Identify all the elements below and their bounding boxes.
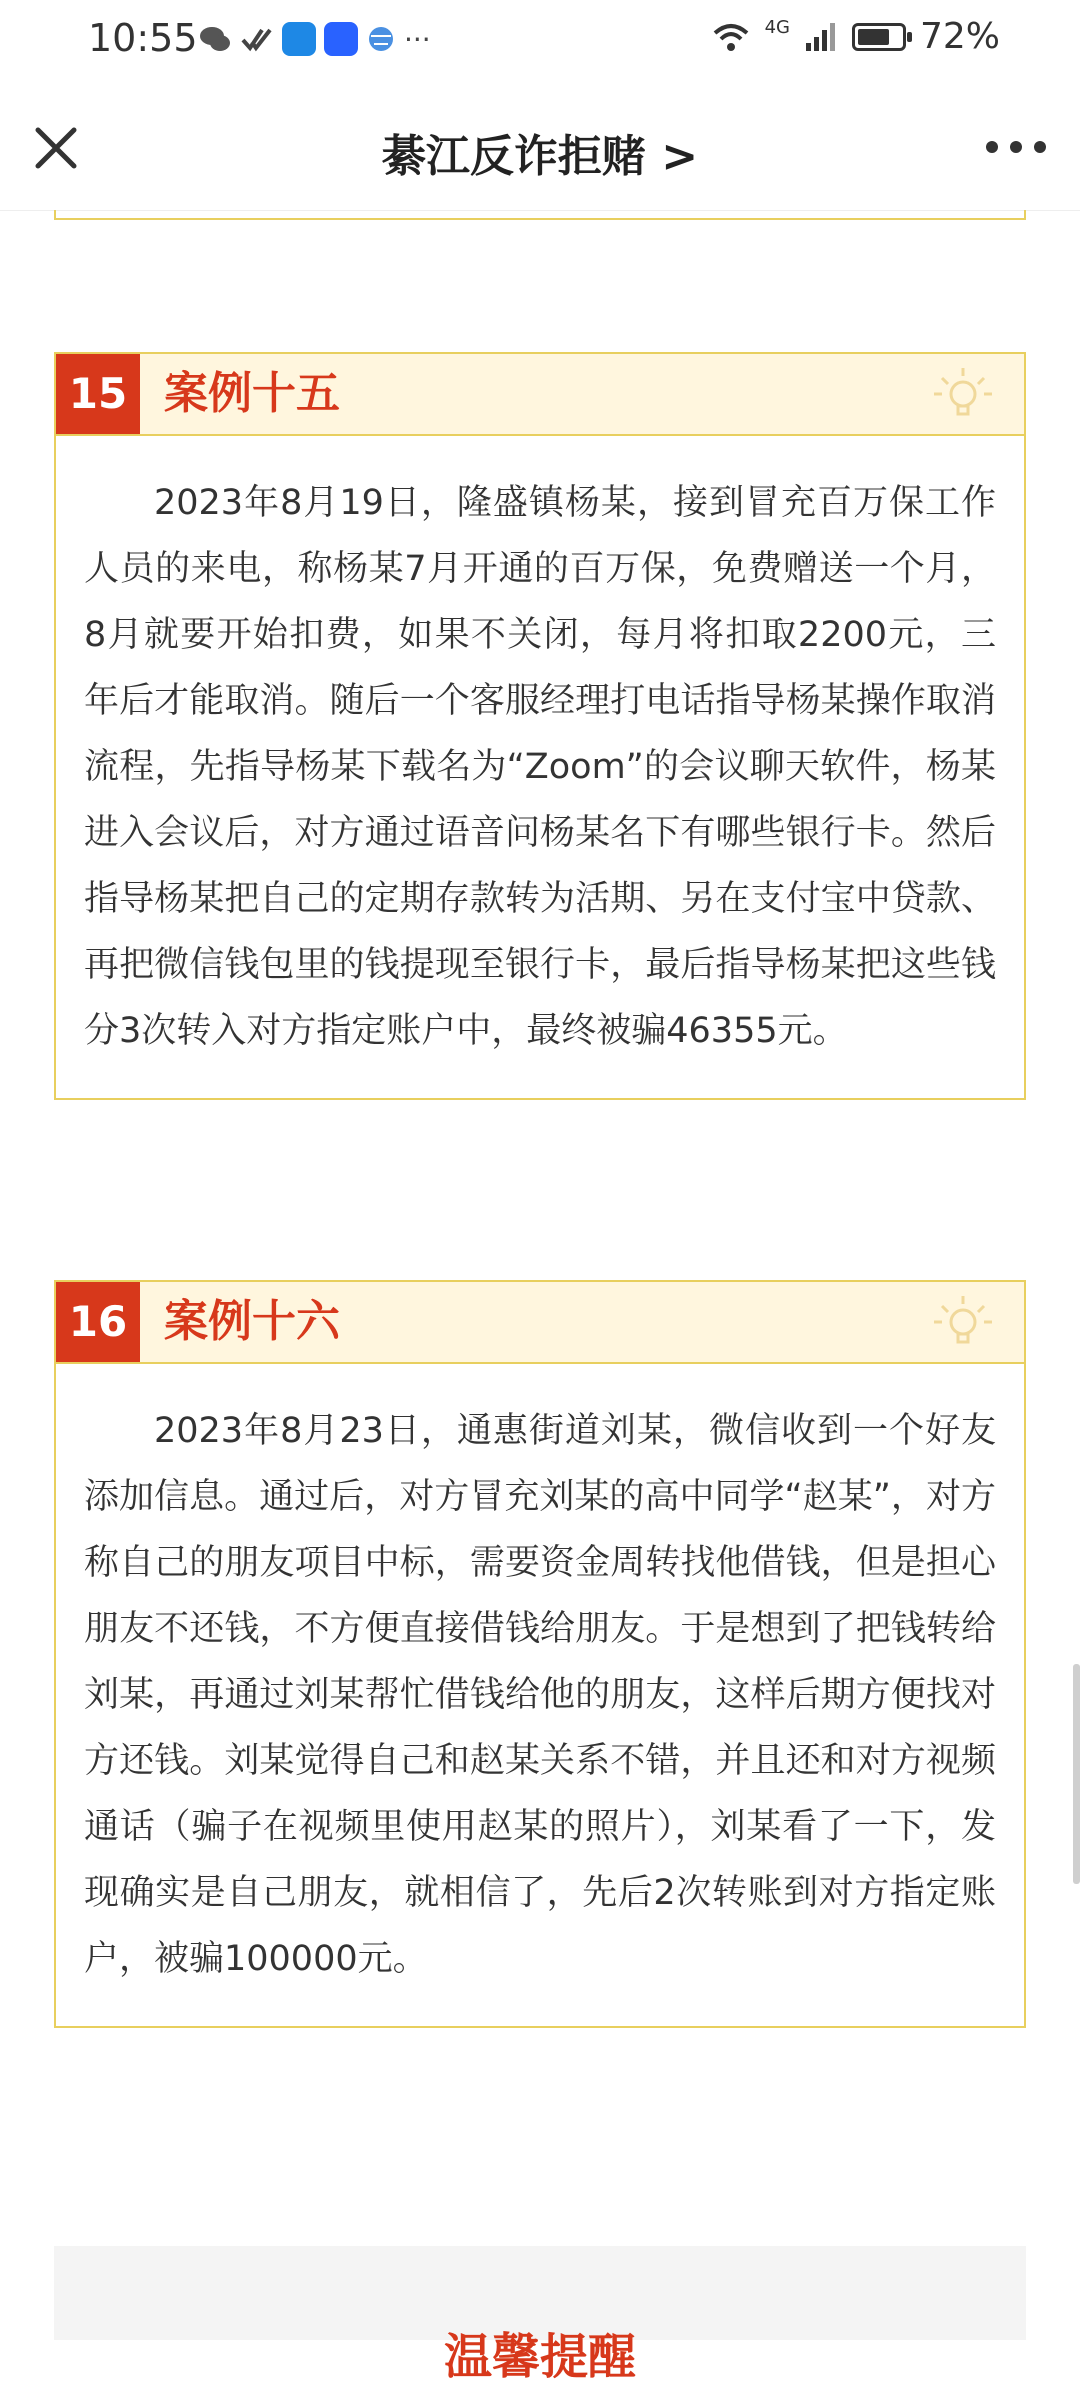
case-number-badge: 15 (56, 354, 140, 434)
double-check-icon (240, 22, 274, 56)
case-number-badge: 16 (56, 1282, 140, 1362)
notification-icons (198, 22, 431, 56)
case-header (56, 1282, 1024, 1364)
nav-bar (0, 84, 1080, 211)
battery-percent: 72% (919, 16, 1000, 57)
network-type: 4G (764, 17, 790, 38)
lightbulb-icon (930, 364, 996, 424)
scrollbar[interactable] (1073, 1664, 1080, 1884)
wifi-icon (711, 21, 751, 53)
lightbulb-icon (930, 1292, 996, 1352)
more-notifications-icon: ··· (404, 22, 431, 56)
reminder-card (54, 2246, 1026, 2385)
case-description: 2023年8月19日，隆盛镇杨某，接到冒充百万保工作人员的来电，称杨某7月开通的百万保，免费赠送一个月，8月就要开始扣费，如果不关闭，每月将扣取2200元，三年后才能取消。随后一个客服经理打电话指导杨某操作取消流程，先指导杨某下载名为“Zoom”的会议聊天软件，杨某进入会议后，对方通过语音问杨某名下有哪些银行卡。然后指导杨某把自己的定期存款转为活期、另在支付宝中贷款、再把微信钱包里的钱提现至银行卡，最后指导杨某把这些钱分3次转入对方指定账户中，最终被骗46355元。 (84, 483, 996, 1051)
search-app-icon (282, 22, 316, 56)
status-right (711, 16, 1000, 57)
case-card (54, 352, 1026, 1100)
page-title[interactable]: 綦江反诈拒赌 > (381, 131, 699, 182)
bulb-app-icon (324, 22, 358, 56)
previous-card-bottom (54, 210, 1026, 220)
reminder-title: 温馨提醒 (443, 2329, 636, 2385)
case-card (54, 1280, 1026, 2028)
chat-bubbles-icon (198, 22, 232, 56)
status-time: 10:55 (88, 16, 198, 60)
case-title: 案例十五 (164, 368, 340, 419)
signal-icon (804, 21, 838, 53)
case-title: 案例十六 (164, 1296, 340, 1347)
status-bar (0, 0, 1080, 84)
case-header (56, 354, 1024, 436)
battery-icon (852, 23, 906, 51)
globe-icon (366, 24, 396, 54)
case-description: 2023年8月23日，通惠街道刘某，微信收到一个好友添加信息。通过后，对方冒充刘某的高中同学“赵某”，对方称自己的朋友项目中标，需要资金周转找他借钱，但是担心朋友不还钱，不方便直接借钱给朋友。于是想到了把钱转给刘某，再通过刘某帮忙借钱给他的朋友，这样后期方便找对方还钱。刘某觉得自己和赵某关系不错，并且还和对方视频通话（骗子在视频里使用赵某的照片），刘某看了一下，发现确实是自己朋友，就相信了，先后2次转账到对方指定账户，被骗100000元。 (84, 1411, 996, 1979)
more-icon[interactable] (986, 132, 1046, 162)
